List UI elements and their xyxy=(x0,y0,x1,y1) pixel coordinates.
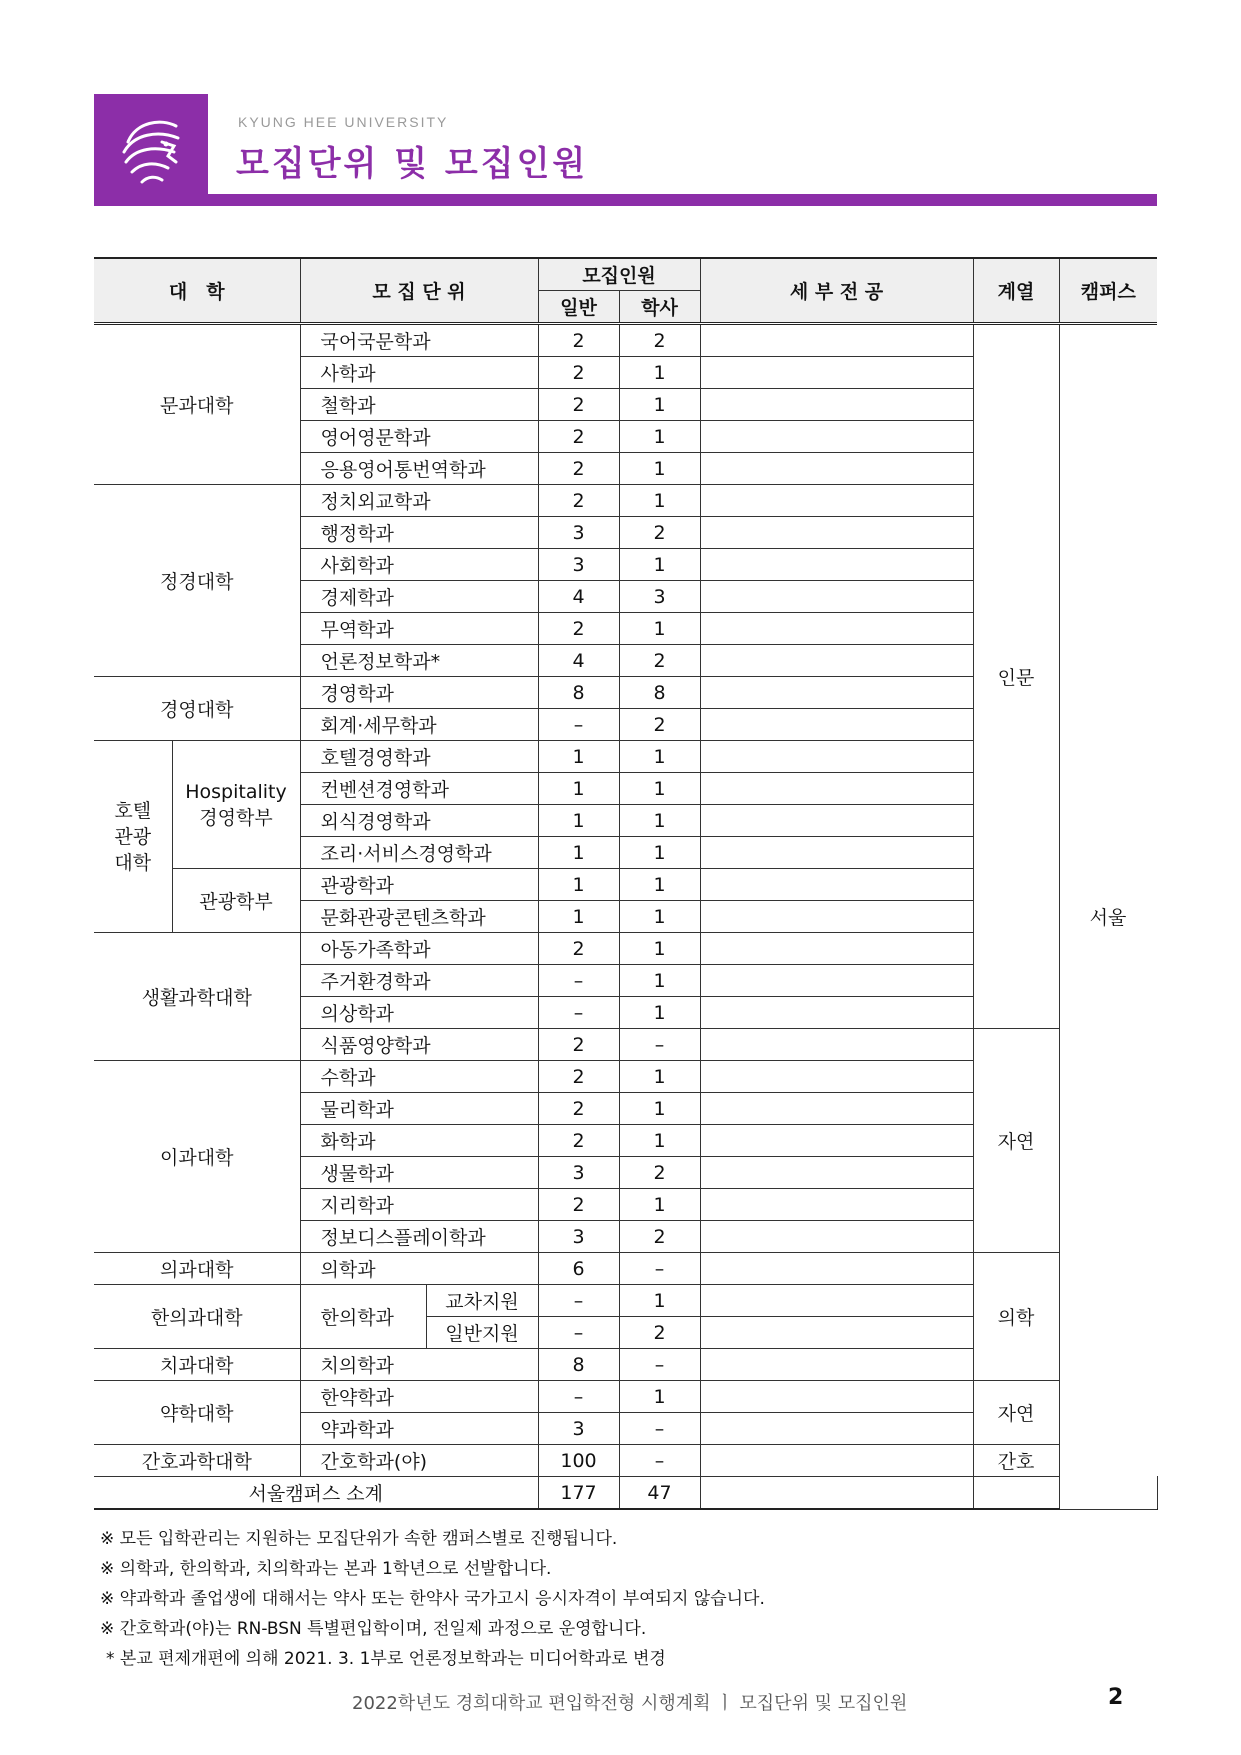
bachelor-cell: 2 xyxy=(619,517,700,549)
major-cell xyxy=(700,933,973,965)
university-name: KYUNG HEE UNIVERSITY xyxy=(238,114,449,130)
bachelor-cell: 1 xyxy=(619,837,700,869)
college-cell: 문과대학 xyxy=(94,324,300,485)
unit-cell: 정보디스플레이학과 xyxy=(300,1221,538,1253)
unit-cell: 언론정보학과* xyxy=(300,645,538,677)
unit-cell: 주거환경학과 xyxy=(300,965,538,997)
footer-text: 2022학년도 경희대학교 편입학전형 시행계획 ㅣ 모집단위 및 모집인원 xyxy=(352,1693,908,1714)
campus-cell: 서울 xyxy=(1059,324,1157,1510)
unit-cell: 회계·세무학과 xyxy=(300,709,538,741)
division-cell xyxy=(172,741,300,869)
unit-cell: 행정학과 xyxy=(300,517,538,549)
major-cell xyxy=(700,1477,973,1510)
header-divider xyxy=(94,194,1157,206)
major-cell xyxy=(700,965,973,997)
major-cell xyxy=(700,1061,973,1093)
unit-cell: 생물학과 xyxy=(300,1157,538,1189)
note-item: ※ 간호학과(야)는 RN-BSN 특별편입학이며, 전일제 과정으로 운영합니다. xyxy=(100,1619,647,1639)
general-cell: 3 xyxy=(538,1221,619,1253)
major-cell xyxy=(700,1413,973,1445)
major-cell xyxy=(700,997,973,1029)
college-cell: 간호과학대학 xyxy=(94,1445,300,1477)
major-cell xyxy=(700,1221,973,1253)
hotel-college-label xyxy=(114,798,151,876)
field-cell: 간호 xyxy=(973,1445,1059,1477)
general-cell: 1 xyxy=(538,901,619,933)
unit-cell: 의학과 xyxy=(300,1253,538,1285)
hotel-line: 대학 xyxy=(114,851,152,874)
major-cell xyxy=(700,677,973,709)
general-cell: 2 xyxy=(538,421,619,453)
unit-cell: 무역학과 xyxy=(300,613,538,645)
major-cell xyxy=(700,1125,973,1157)
general-cell: 2 xyxy=(538,324,619,357)
college-cell: 이과대학 xyxy=(94,1061,300,1253)
general-cell: 2 xyxy=(538,1061,619,1093)
bachelor-cell: – xyxy=(619,1029,700,1061)
bachelor-cell: 2 xyxy=(619,709,700,741)
header-major: 세 부 전 공 xyxy=(700,258,973,324)
unit-cell: 정치외교학과 xyxy=(300,485,538,517)
major-cell xyxy=(700,1285,973,1317)
lion-icon xyxy=(116,112,186,188)
general-cell: 3 xyxy=(538,1157,619,1189)
unit-cell: 식품영양학과 xyxy=(300,1029,538,1061)
header-quota: 모집인원 xyxy=(538,258,700,291)
total-row xyxy=(94,1477,1157,1510)
field-cell: 인문 xyxy=(973,324,1059,1029)
unit-cell: 아동가족학과 xyxy=(300,933,538,965)
bachelor-cell: 1 xyxy=(619,1061,700,1093)
unit-cell: 컨벤션경영학과 xyxy=(300,773,538,805)
bachelor-cell: 1 xyxy=(619,357,700,389)
bachelor-cell: 1 xyxy=(619,869,700,901)
major-cell xyxy=(700,805,973,837)
general-cell: – xyxy=(538,1317,619,1349)
bachelor-cell: 1 xyxy=(619,773,700,805)
page-title: 모집단위 및 모집인원 xyxy=(236,144,589,184)
major-cell xyxy=(700,485,973,517)
division-cell: 관광학부 xyxy=(172,869,300,933)
header-college: 대 학 xyxy=(94,258,300,324)
college-cell: 생활과학대학 xyxy=(94,933,300,1061)
major-cell xyxy=(700,613,973,645)
general-cell: 2 xyxy=(538,453,619,485)
general-cell: 3 xyxy=(538,549,619,581)
unit-cell: 영어영문학과 xyxy=(300,421,538,453)
major-cell xyxy=(700,1093,973,1125)
bachelor-cell: – xyxy=(619,1253,700,1285)
major-cell xyxy=(700,1157,973,1189)
college-cell: 약학대학 xyxy=(94,1381,300,1445)
sub-unit-cell: 일반지원 xyxy=(426,1317,538,1349)
bachelor-cell: 2 xyxy=(619,1317,700,1349)
college-cell: 한의과대학 xyxy=(94,1285,300,1349)
general-cell: 3 xyxy=(538,1413,619,1445)
college-cell: 정경대학 xyxy=(94,485,300,677)
page-header xyxy=(94,94,1157,206)
bachelor-cell: 2 xyxy=(619,1221,700,1253)
table-row xyxy=(94,324,1157,357)
unit-cell: 지리학과 xyxy=(300,1189,538,1221)
unit-cell: 한의학과 xyxy=(300,1285,426,1349)
table-row xyxy=(94,1381,1157,1413)
major-cell xyxy=(700,645,973,677)
general-cell: – xyxy=(538,709,619,741)
major-cell xyxy=(700,453,973,485)
division-line: Hospitality xyxy=(185,780,287,803)
bachelor-cell: 1 xyxy=(619,1381,700,1413)
unit-cell: 화학과 xyxy=(300,1125,538,1157)
bachelor-cell: 1 xyxy=(619,1189,700,1221)
general-cell: 1 xyxy=(538,837,619,869)
unit-cell: 간호학과(야) xyxy=(300,1445,538,1477)
general-cell: 3 xyxy=(538,517,619,549)
table-row xyxy=(94,1253,1157,1285)
quota-table xyxy=(94,257,1157,1510)
bachelor-cell: 2 xyxy=(619,1157,700,1189)
note-item: ※ 모든 입학관리는 지원하는 모집단위가 속한 캠퍼스별로 진행됩니다. xyxy=(100,1529,618,1549)
general-cell: 2 xyxy=(538,1125,619,1157)
note-item: * 본교 편제개편에 의해 2021. 3. 1부로 언론정보학과는 미디어학과로 변경 xyxy=(106,1649,666,1669)
bachelor-cell: 1 xyxy=(619,485,700,517)
unit-cell: 약과학과 xyxy=(300,1413,538,1445)
bachelor-cell: 1 xyxy=(619,741,700,773)
bachelor-cell: 1 xyxy=(619,1125,700,1157)
general-cell: 8 xyxy=(538,1349,619,1381)
general-cell: 1 xyxy=(538,805,619,837)
general-cell: 8 xyxy=(538,677,619,709)
header-unit: 모 집 단 위 xyxy=(300,258,538,324)
unit-cell: 수학과 xyxy=(300,1061,538,1093)
general-cell: 2 xyxy=(538,389,619,421)
hotel-line: 호텔 xyxy=(114,799,152,822)
page-number: 2 xyxy=(1108,1685,1124,1710)
bachelor-cell: 1 xyxy=(619,901,700,933)
unit-cell: 사회학과 xyxy=(300,549,538,581)
bachelor-cell: 1 xyxy=(619,549,700,581)
general-cell: 2 xyxy=(538,933,619,965)
general-cell: – xyxy=(538,997,619,1029)
major-cell xyxy=(700,837,973,869)
field-cell: 의학 xyxy=(973,1253,1059,1381)
bachelor-cell: – xyxy=(619,1413,700,1445)
major-cell xyxy=(700,389,973,421)
field-cell xyxy=(973,1477,1059,1510)
header-general: 일반 xyxy=(538,291,619,324)
general-cell: 2 xyxy=(538,485,619,517)
unit-cell: 국어국문학과 xyxy=(300,324,538,357)
hospitality-division-label xyxy=(185,779,287,831)
note-item: ※ 약과학과 졸업생에 대해서는 약사 또는 한약사 국가고시 응시자격이 부여되지 않습니다. xyxy=(100,1589,765,1609)
general-cell: 6 xyxy=(538,1253,619,1285)
general-cell: – xyxy=(538,1381,619,1413)
total-bachelor: 47 xyxy=(619,1477,700,1510)
logo xyxy=(94,94,208,206)
notes xyxy=(100,1524,765,1674)
general-cell: 2 xyxy=(538,613,619,645)
college-cell: 경영대학 xyxy=(94,677,300,741)
bachelor-cell: 1 xyxy=(619,933,700,965)
major-cell xyxy=(700,1253,973,1285)
major-cell xyxy=(700,549,973,581)
general-cell: 4 xyxy=(538,645,619,677)
unit-cell: 문화관광콘텐츠학과 xyxy=(300,901,538,933)
unit-cell: 치의학과 xyxy=(300,1349,538,1381)
general-cell: 2 xyxy=(538,1029,619,1061)
bachelor-cell: 1 xyxy=(619,421,700,453)
unit-cell: 호텔경영학과 xyxy=(300,741,538,773)
bachelor-cell: 1 xyxy=(619,389,700,421)
major-cell xyxy=(700,709,973,741)
general-cell: 1 xyxy=(538,741,619,773)
unit-cell: 응용영어통번역학과 xyxy=(300,453,538,485)
bachelor-cell: – xyxy=(619,1445,700,1477)
total-label: 서울캠퍼스 소계 xyxy=(94,1477,538,1510)
general-cell: 100 xyxy=(538,1445,619,1477)
general-cell: 1 xyxy=(538,773,619,805)
bachelor-cell: 1 xyxy=(619,965,700,997)
general-cell: 4 xyxy=(538,581,619,613)
unit-cell: 물리학과 xyxy=(300,1093,538,1125)
general-cell: – xyxy=(538,1285,619,1317)
major-cell xyxy=(700,1445,973,1477)
major-cell xyxy=(700,324,973,357)
general-cell: 2 xyxy=(538,357,619,389)
header-field: 계열 xyxy=(973,258,1059,324)
major-cell xyxy=(700,517,973,549)
bachelor-cell: 1 xyxy=(619,1093,700,1125)
table-row xyxy=(94,1445,1157,1477)
unit-cell: 경제학과 xyxy=(300,581,538,613)
major-cell xyxy=(700,741,973,773)
sub-unit-cell: 교차지원 xyxy=(426,1285,538,1317)
unit-cell: 경영학과 xyxy=(300,677,538,709)
general-cell: 2 xyxy=(538,1189,619,1221)
bachelor-cell: 2 xyxy=(619,324,700,357)
general-cell: 1 xyxy=(538,869,619,901)
college-cell: 치과대학 xyxy=(94,1349,300,1381)
hotel-line: 관광 xyxy=(114,825,152,848)
major-cell xyxy=(700,1317,973,1349)
header-bachelor: 학사 xyxy=(619,291,700,324)
bachelor-cell: – xyxy=(619,1349,700,1381)
unit-cell: 사학과 xyxy=(300,357,538,389)
bachelor-cell: 1 xyxy=(619,613,700,645)
bachelor-cell: 2 xyxy=(619,645,700,677)
bachelor-cell: 1 xyxy=(619,453,700,485)
major-cell xyxy=(700,421,973,453)
college-cell: 의과대학 xyxy=(94,1253,300,1285)
header-campus: 캠퍼스 xyxy=(1059,258,1157,324)
unit-cell: 한약학과 xyxy=(300,1381,538,1413)
general-cell: – xyxy=(538,965,619,997)
division-line: 경영학부 xyxy=(199,806,273,829)
bachelor-cell: 1 xyxy=(619,805,700,837)
bachelor-cell: 1 xyxy=(619,997,700,1029)
general-cell: 2 xyxy=(538,1093,619,1125)
bachelor-cell: 1 xyxy=(619,1285,700,1317)
major-cell xyxy=(700,773,973,805)
unit-cell: 철학과 xyxy=(300,389,538,421)
note-item: ※ 의학과, 한의학과, 치의학과는 본과 1학년으로 선발합니다. xyxy=(100,1559,552,1579)
major-cell xyxy=(700,1029,973,1061)
major-cell xyxy=(700,869,973,901)
field-cell: 자연 xyxy=(973,1029,1059,1253)
unit-cell: 조리·서비스경영학과 xyxy=(300,837,538,869)
unit-cell: 외식경영학과 xyxy=(300,805,538,837)
major-cell xyxy=(700,1189,973,1221)
bachelor-cell: 8 xyxy=(619,677,700,709)
major-cell xyxy=(700,581,973,613)
unit-cell: 관광학과 xyxy=(300,869,538,901)
bachelor-cell: 3 xyxy=(619,581,700,613)
major-cell xyxy=(700,901,973,933)
college-cell xyxy=(94,741,172,933)
major-cell xyxy=(700,1349,973,1381)
unit-cell: 의상학과 xyxy=(300,997,538,1029)
field-cell: 자연 xyxy=(973,1381,1059,1445)
total-general: 177 xyxy=(538,1477,619,1510)
major-cell xyxy=(700,357,973,389)
major-cell xyxy=(700,1381,973,1413)
